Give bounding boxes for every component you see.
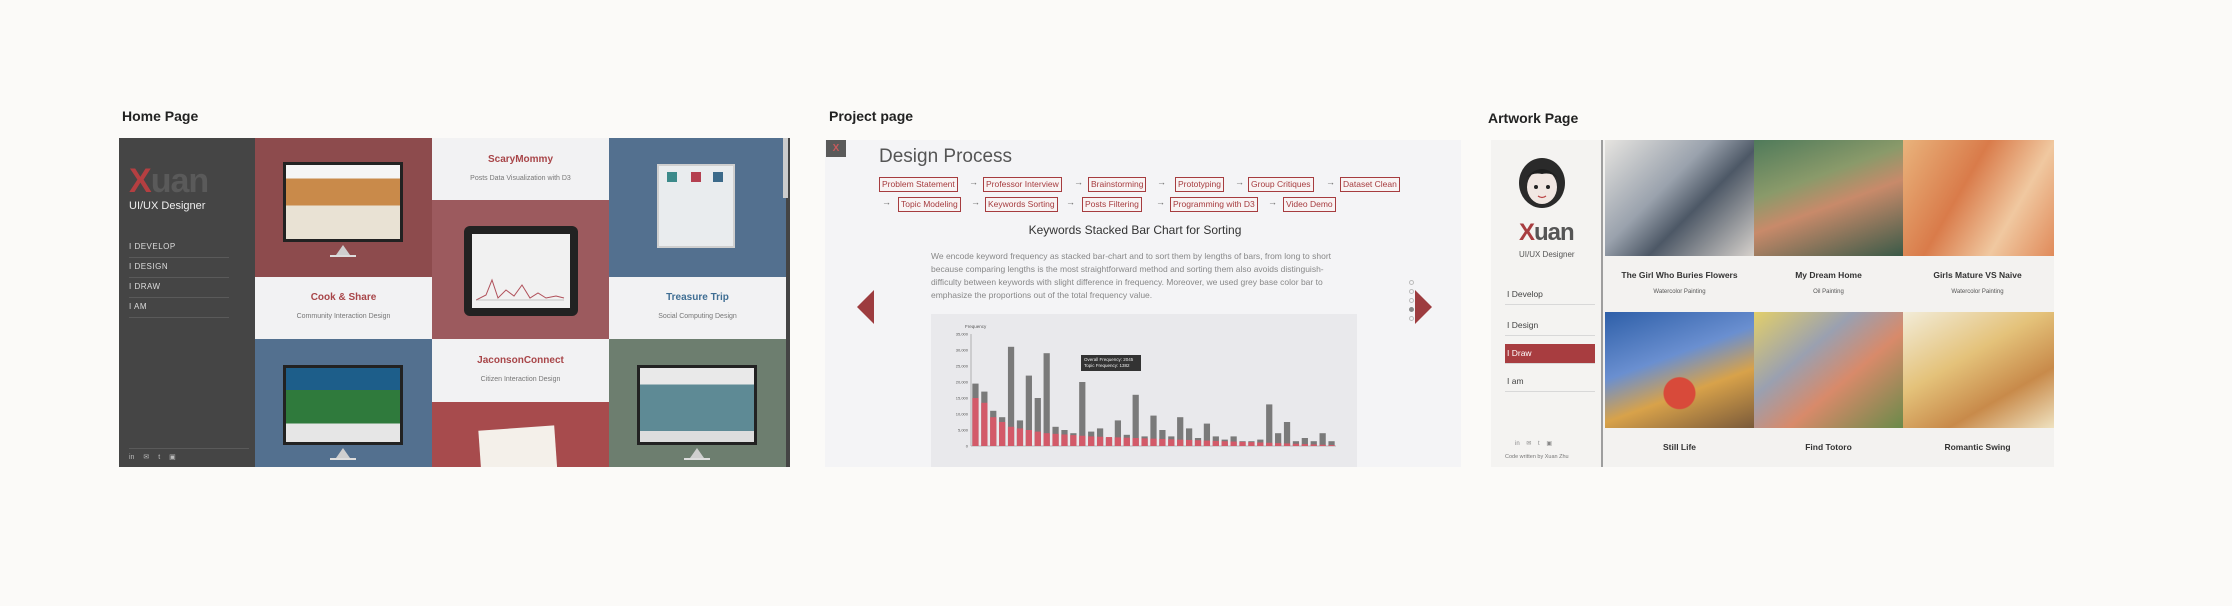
bar-topic bbox=[1079, 436, 1085, 446]
project-logo[interactable]: X bbox=[826, 140, 846, 157]
bar-topic bbox=[1266, 443, 1272, 446]
home-scrollbar[interactable] bbox=[783, 138, 788, 198]
y-tick-label: 5,000 bbox=[957, 427, 968, 433]
bar-topic bbox=[1097, 437, 1103, 446]
linkedin-icon[interactable]: in bbox=[129, 454, 135, 461]
painting-girl-buries-flowers[interactable] bbox=[1605, 140, 1754, 256]
bar-topic bbox=[1070, 435, 1076, 446]
bar-topic bbox=[1008, 427, 1014, 446]
bar-topic bbox=[1248, 442, 1254, 446]
bar-topic bbox=[1052, 434, 1058, 446]
step-prototyping[interactable]: Prototyping bbox=[1175, 177, 1224, 192]
bar-topic bbox=[1017, 428, 1023, 446]
art-role: UI/UX Designer bbox=[1519, 250, 1575, 259]
tile-cook-share-image[interactable] bbox=[255, 138, 432, 277]
slide-dots bbox=[1409, 280, 1414, 325]
bar-topic bbox=[1195, 440, 1201, 446]
art-nav-develop[interactable]: I Develop bbox=[1505, 285, 1595, 305]
project-design-process-title: Design Process bbox=[879, 146, 1013, 167]
art-caption-2 bbox=[1754, 270, 1903, 295]
home-nav-develop[interactable]: I DEVELOP bbox=[129, 238, 229, 258]
y-tick-label: 35,000 bbox=[955, 331, 968, 337]
step-keywords-sorting[interactable]: Keywords Sorting bbox=[985, 197, 1058, 212]
arrow-icon: → bbox=[1156, 197, 1165, 207]
bar-topic bbox=[1159, 439, 1165, 446]
mail-icon[interactable]: ✉ bbox=[1526, 441, 1532, 447]
painting-romantic-swing[interactable] bbox=[1903, 312, 2054, 428]
slide-dot[interactable] bbox=[1409, 289, 1414, 294]
tile-treasure[interactable] bbox=[609, 277, 786, 339]
art-sidebar bbox=[1491, 140, 1603, 467]
project-page-title: Project page bbox=[829, 108, 914, 124]
mail-icon[interactable]: ✉ bbox=[143, 454, 150, 461]
step-professor-interview[interactable]: Professor Interview bbox=[983, 177, 1062, 192]
home-role: UI/UX Designer bbox=[129, 200, 206, 212]
tile-jaconson-image[interactable] bbox=[255, 339, 432, 467]
arrow-icon: → bbox=[1074, 177, 1083, 187]
y-tick-label: 25,000 bbox=[955, 363, 968, 369]
painting-title[interactable]: Find Totoro bbox=[1805, 442, 1852, 452]
tile-green-image[interactable] bbox=[609, 339, 786, 467]
y-tick-label: 0 bbox=[965, 443, 968, 449]
step-topic-modeling[interactable]: Topic Modeling bbox=[898, 197, 961, 212]
tile-scarymommy-image[interactable] bbox=[432, 200, 609, 339]
arrow-icon: → bbox=[971, 197, 980, 207]
bar-topic bbox=[1257, 442, 1263, 446]
art-social bbox=[1515, 440, 1557, 447]
painting-title[interactable]: My Dream Home bbox=[1795, 270, 1862, 280]
tile-jaconson[interactable] bbox=[432, 339, 609, 402]
tile-jaconson-title: JaconsonConnect bbox=[477, 355, 564, 366]
tablet-chart-icon bbox=[476, 260, 566, 304]
bar-topic bbox=[1061, 434, 1067, 446]
linkedin-icon[interactable]: in bbox=[1515, 441, 1520, 447]
art-nav-draw[interactable]: I Draw bbox=[1505, 344, 1595, 364]
bar-topic bbox=[990, 417, 996, 446]
painting-medium: Oil Painting bbox=[1813, 289, 1844, 295]
tile-jaconson-book-image[interactable] bbox=[432, 402, 609, 467]
tile-cook-share-sub: Community Interaction Design bbox=[296, 313, 391, 320]
chart-section-title: Keywords Stacked Bar Chart for Sorting bbox=[1028, 223, 1242, 237]
art-caption-3 bbox=[1903, 270, 2052, 295]
home-page-title: Home Page bbox=[122, 108, 199, 124]
painting-girls-mature[interactable] bbox=[1903, 140, 2054, 256]
arrow-icon: → bbox=[882, 197, 891, 207]
avatar-illustration bbox=[1517, 156, 1567, 210]
tile-scarymommy-sub: Posts Data Visualization with D3 bbox=[470, 175, 571, 182]
y-axis-label: Frequency bbox=[965, 324, 987, 329]
bar-topic bbox=[1168, 439, 1174, 446]
bar-overall bbox=[1044, 353, 1050, 446]
arrow-icon: → bbox=[1066, 197, 1075, 207]
bar-topic bbox=[1088, 436, 1094, 446]
home-nav-am[interactable]: I AM bbox=[129, 298, 229, 318]
step-problem-statement[interactable]: Problem Statement bbox=[879, 177, 958, 192]
bar-topic bbox=[1320, 445, 1326, 446]
bar-topic bbox=[1239, 442, 1245, 446]
bar-overall bbox=[1320, 433, 1326, 446]
tumblr-icon[interactable]: t bbox=[1538, 441, 1540, 447]
tile-cook-share-title: Cook & Share bbox=[310, 292, 377, 303]
bar-topic bbox=[1204, 441, 1210, 446]
home-sidebar bbox=[119, 138, 255, 467]
bar-topic bbox=[1124, 438, 1130, 446]
bar-topic bbox=[1311, 444, 1317, 446]
painting-title[interactable]: Still Life bbox=[1662, 442, 1697, 452]
next-slide-button[interactable] bbox=[1415, 290, 1432, 324]
artwork-page-screenshot bbox=[1491, 140, 2054, 467]
bar-topic bbox=[1213, 441, 1219, 446]
bar-topic bbox=[1328, 445, 1334, 446]
chart-tooltip: Overall Frequency: 2045 Topic Frequency: 1382 bbox=[1081, 355, 1141, 371]
step-brainstorming[interactable]: Brainstorming bbox=[1088, 177, 1146, 192]
painting-medium: Watercolor Painting bbox=[1951, 289, 2004, 295]
home-social bbox=[129, 448, 249, 461]
painting-find-totoro[interactable] bbox=[1754, 312, 1903, 428]
keywords-stacked-bar-chart bbox=[931, 314, 1357, 467]
painting-medium: Watercolor Painting bbox=[1653, 289, 1706, 295]
bar-topic bbox=[1284, 443, 1290, 446]
art-footer: Code written by Xuan Zhu bbox=[1505, 454, 1569, 460]
bar-topic bbox=[1115, 437, 1121, 446]
bar-topic bbox=[1222, 441, 1228, 446]
step-posts-filtering[interactable]: Posts Filtering bbox=[1082, 197, 1142, 212]
step-group-critiques[interactable]: Group Critiques bbox=[1248, 177, 1314, 192]
tile-treasure-title: Treasure Trip bbox=[666, 292, 729, 303]
home-nav-draw[interactable]: I DRAW bbox=[129, 278, 229, 298]
bar-overall bbox=[1266, 404, 1272, 446]
chart-area bbox=[931, 314, 1357, 467]
tile-treasure-image[interactable] bbox=[609, 138, 786, 277]
art-caption-4 bbox=[1605, 442, 1754, 452]
bar-topic bbox=[1035, 432, 1041, 446]
prev-slide-button[interactable] bbox=[857, 290, 874, 324]
bar-topic bbox=[1231, 442, 1237, 446]
y-tick-label: 20,000 bbox=[955, 379, 968, 385]
arrow-icon: → bbox=[969, 177, 978, 187]
bar-topic bbox=[1141, 438, 1147, 446]
instagram-icon[interactable]: ▣ bbox=[169, 454, 176, 461]
bar-topic bbox=[1302, 444, 1308, 446]
bar-topic bbox=[1150, 439, 1156, 446]
bar-topic bbox=[1293, 444, 1299, 446]
bar-topic bbox=[1186, 440, 1192, 446]
art-nav bbox=[1505, 285, 1595, 394]
bar-topic bbox=[981, 403, 987, 446]
step-dataset-clean[interactable]: Dataset Clean bbox=[1340, 177, 1400, 192]
painting-still-life[interactable] bbox=[1605, 312, 1754, 428]
art-caption-1 bbox=[1605, 270, 1754, 295]
tile-scarymommy[interactable] bbox=[432, 138, 609, 200]
instagram-icon[interactable]: ▣ bbox=[1546, 441, 1553, 447]
step-programming-d3[interactable]: Programming with D3 bbox=[1170, 197, 1258, 212]
bar-topic bbox=[1106, 437, 1112, 446]
painting-title[interactable]: The Girl Who Buries Flowers bbox=[1621, 270, 1738, 280]
bar-topic bbox=[1044, 433, 1050, 446]
arrow-icon: → bbox=[1235, 177, 1244, 187]
art-logo[interactable]: Xuan bbox=[1519, 219, 1574, 246]
bar-topic bbox=[1177, 440, 1183, 446]
bar-overall bbox=[1284, 422, 1290, 446]
art-caption-6 bbox=[1903, 442, 2052, 452]
painting-title[interactable]: Girls Mature VS Naive bbox=[1933, 270, 2022, 280]
arrow-icon: → bbox=[1157, 177, 1166, 187]
slide-dot[interactable] bbox=[1409, 316, 1414, 321]
painting-title[interactable]: Romantic Swing bbox=[1944, 442, 2011, 452]
art-caption-5 bbox=[1754, 442, 1903, 452]
tile-cook-share[interactable] bbox=[255, 277, 432, 339]
bar-topic bbox=[999, 422, 1005, 446]
bar-topic bbox=[1026, 430, 1032, 446]
arrow-icon: → bbox=[1268, 197, 1277, 207]
y-tick-label: 30,000 bbox=[955, 347, 968, 353]
y-tick-label: 10,000 bbox=[955, 411, 968, 417]
home-nav-design[interactable]: I DESIGN bbox=[129, 258, 229, 278]
bar-topic bbox=[1133, 438, 1139, 446]
artwork-page-title: Artwork Page bbox=[1488, 110, 1579, 126]
tile-jaconson-sub: Citizen Interaction Design bbox=[480, 376, 561, 383]
arrow-icon: → bbox=[1326, 177, 1335, 187]
home-nav bbox=[129, 238, 229, 318]
bar-topic bbox=[972, 398, 978, 446]
slide-dot[interactable] bbox=[1409, 280, 1414, 285]
y-tick-label: 15,000 bbox=[955, 395, 968, 401]
bar-topic bbox=[1275, 443, 1281, 446]
painting-dream-home[interactable] bbox=[1754, 140, 1903, 256]
tile-scarymommy-title: ScaryMommy bbox=[487, 154, 554, 165]
project-page-screenshot bbox=[825, 140, 1461, 467]
slide-dot[interactable] bbox=[1409, 298, 1414, 303]
art-nav-am[interactable]: I am bbox=[1505, 372, 1595, 392]
slide-dot[interactable] bbox=[1409, 307, 1414, 312]
tumblr-icon[interactable]: t bbox=[158, 454, 161, 461]
step-video-demo[interactable]: Video Demo bbox=[1283, 197, 1336, 212]
home-page-screenshot bbox=[119, 138, 790, 467]
chart-description: We encode keyword frequency as stacked bar-chart and to sort them by lengths of bars, from long to short because comparing lengths is the most straightforward method and sorting them also avoids distinguish-difficulty between keywords with slight difference in frequency. Moreover, we used grey base color bar to emphasize the proportions out of the total frequency value. bbox=[931, 251, 1332, 300]
home-logo[interactable]: Xuan bbox=[129, 162, 209, 200]
tile-treasure-sub: Social Computing Design bbox=[658, 313, 737, 320]
art-nav-design[interactable]: I Design bbox=[1505, 316, 1595, 336]
